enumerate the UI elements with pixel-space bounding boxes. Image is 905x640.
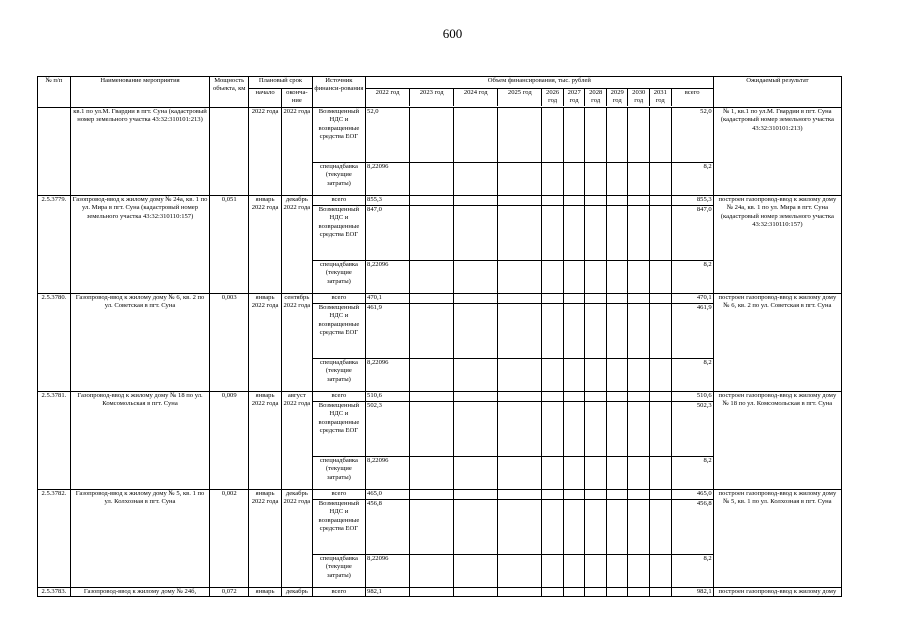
value-empty	[498, 587, 542, 596]
value-empty	[606, 293, 628, 303]
value-empty	[454, 401, 498, 456]
value-empty	[606, 391, 628, 401]
value-empty	[454, 499, 498, 554]
value-empty	[498, 554, 542, 587]
source-label: всего	[312, 293, 365, 303]
value-empty	[454, 260, 498, 293]
value-empty	[606, 303, 628, 358]
value-empty	[410, 587, 454, 596]
row-power: 0,003	[210, 293, 249, 391]
value-empty	[650, 358, 672, 391]
value-empty	[628, 195, 650, 205]
value-empty	[410, 303, 454, 358]
value-empty	[606, 358, 628, 391]
value-empty	[585, 401, 607, 456]
value-empty	[498, 303, 542, 358]
value-2022: 8,22096	[366, 358, 410, 391]
value-total: 847,0	[671, 205, 713, 260]
value-empty	[542, 162, 564, 195]
page-number: 600	[442, 26, 463, 41]
value-2022: 8,22096	[366, 456, 410, 489]
row-name: кв.1 по ул.М. Гвардии в пгт. Суна (кадастровый номер земельного участка 43:32:310101:213)	[70, 107, 209, 195]
value-empty	[650, 303, 672, 358]
header-name: Наименование мероприятия	[70, 77, 209, 108]
value-2022: 456,8	[366, 499, 410, 554]
value-empty	[650, 195, 672, 205]
value-empty	[606, 107, 628, 162]
header-end: оконча-ние	[281, 89, 312, 108]
value-empty	[563, 499, 585, 554]
value-empty	[542, 456, 564, 489]
value-empty	[606, 587, 628, 596]
table-row	[38, 107, 842, 162]
value-empty	[585, 260, 607, 293]
row-start: 2022 года	[249, 107, 282, 195]
value-empty	[454, 554, 498, 587]
source-label: спецнадбавка (текущие затраты)	[312, 456, 365, 489]
row-start: январь 2022 года	[249, 293, 282, 391]
header-year: 2022 год	[366, 89, 410, 106]
value-total: 456,8	[671, 499, 713, 554]
source-label: всего	[312, 195, 365, 205]
row-number: 2.5.3782.	[38, 489, 71, 587]
value-empty	[542, 554, 564, 587]
value-empty	[563, 195, 585, 205]
value-empty	[563, 162, 585, 195]
value-empty	[650, 554, 672, 587]
value-empty	[454, 303, 498, 358]
value-empty	[628, 489, 650, 499]
value-empty	[410, 107, 454, 162]
table-row	[38, 489, 842, 499]
value-total: 510,6	[671, 391, 713, 401]
row-power: 0,051	[210, 195, 249, 293]
row-start: январь	[249, 587, 282, 596]
row-result: построен газопровод-ввод к жилому дому № 24а, кв. 1 по ул. Мира в пгт. Суна (кадастровый номер земельного участка 43:32:310110:157)	[713, 195, 841, 293]
value-empty	[410, 205, 454, 260]
source-label: Возмещенный НДС и возвращенные средства ЕОГ	[312, 303, 365, 358]
value-empty	[563, 391, 585, 401]
value-empty	[650, 107, 672, 162]
value-total: 8,2	[671, 554, 713, 587]
value-empty	[454, 587, 498, 596]
value-2022: 855,3	[366, 195, 410, 205]
header-power: Мощность объекта, км	[210, 77, 249, 108]
value-empty	[410, 489, 454, 499]
value-total: 8,2	[671, 456, 713, 489]
value-empty	[606, 456, 628, 489]
value-empty	[498, 489, 542, 499]
header-start: начало	[249, 89, 282, 108]
source-label: всего	[312, 587, 365, 596]
value-empty	[498, 260, 542, 293]
row-result: построен газопровод-ввод к жилому дому	[713, 587, 841, 596]
source-label: спецнадбавка (текущие затраты)	[312, 260, 365, 293]
value-empty	[498, 391, 542, 401]
value-empty	[628, 391, 650, 401]
row-power: 0,072	[210, 587, 249, 596]
source-label: Возмещенный НДС и возвращенные средства ЕОГ	[312, 205, 365, 260]
value-2022: 8,22096	[366, 554, 410, 587]
row-number: 2.5.3781.	[38, 391, 71, 489]
value-empty	[542, 293, 564, 303]
value-empty	[542, 587, 564, 596]
value-empty	[628, 260, 650, 293]
header-funding: Объем финансирования, тыс. рублей	[366, 77, 714, 89]
value-empty	[410, 499, 454, 554]
source-label: Возмещенный НДС и возвращенные средства ЕОГ	[312, 401, 365, 456]
value-empty	[563, 260, 585, 293]
value-empty	[585, 107, 607, 162]
row-end: август 2022 года	[281, 391, 312, 489]
row-name: Газопровод-ввод к жилому дому № 24а, кв. 1 по ул. Мира в пгт. Суна (кадастровый номер земельного участка 43:32:310110:157)	[70, 195, 209, 293]
value-empty	[454, 456, 498, 489]
value-empty	[542, 205, 564, 260]
row-number	[38, 107, 71, 195]
value-empty	[606, 195, 628, 205]
value-empty	[650, 489, 672, 499]
value-empty	[585, 293, 607, 303]
value-total: 982,1	[671, 587, 713, 596]
value-empty	[628, 456, 650, 489]
value-2022: 502,3	[366, 401, 410, 456]
value-empty	[498, 499, 542, 554]
value-empty	[628, 303, 650, 358]
row-result: построен газопровод-ввод к жилому дому № 5, кв. 1 по ул. Колхозная в пгт. Суна	[713, 489, 841, 587]
value-empty	[650, 162, 672, 195]
value-total: 502,3	[671, 401, 713, 456]
table-body	[38, 107, 842, 596]
value-empty	[563, 358, 585, 391]
value-total: 52,0	[671, 107, 713, 162]
value-empty	[410, 195, 454, 205]
value-empty	[628, 293, 650, 303]
source-label: спецнадбавка (текущие затраты)	[312, 554, 365, 587]
value-total: 461,9	[671, 303, 713, 358]
row-end: декабрь 2022 года	[281, 195, 312, 293]
row-result: построен газопровод-ввод к жилому дому № 18 по ул. Комсомольская в пгт. Суна	[713, 391, 841, 489]
value-2022: 982,1	[366, 587, 410, 596]
value-empty	[563, 293, 585, 303]
value-empty	[454, 107, 498, 162]
value-empty	[650, 205, 672, 260]
row-name: Газопровод-ввод к жилому дому № 5, кв. 1 по ул. Колхозная в пгт. Суна	[70, 489, 209, 587]
value-empty	[606, 205, 628, 260]
value-empty	[563, 205, 585, 260]
value-empty	[628, 499, 650, 554]
value-empty	[410, 391, 454, 401]
value-empty	[454, 205, 498, 260]
value-empty	[454, 489, 498, 499]
value-empty	[498, 401, 542, 456]
value-empty	[650, 456, 672, 489]
value-empty	[410, 401, 454, 456]
header-source: Источник финанси-рования	[312, 77, 365, 108]
value-empty	[628, 587, 650, 596]
value-empty	[585, 303, 607, 358]
row-end: сентябрь 2022 года	[281, 293, 312, 391]
row-end: 2022 года	[281, 107, 312, 195]
header-result: Ожидаемый результат	[713, 77, 841, 108]
value-empty	[410, 456, 454, 489]
table-row	[38, 587, 842, 596]
value-empty	[563, 456, 585, 489]
header-year: 2024 год	[454, 89, 498, 106]
row-power: 0,002	[210, 489, 249, 587]
value-2022: 8,22096	[366, 162, 410, 195]
source-label: всего	[312, 489, 365, 499]
value-total: 855,3	[671, 195, 713, 205]
value-2022: 52,0	[366, 107, 410, 162]
row-start: январь 2022 года	[249, 391, 282, 489]
row-start: январь 2022 года	[249, 489, 282, 587]
table-row	[38, 195, 842, 205]
value-empty	[542, 489, 564, 499]
value-empty	[542, 499, 564, 554]
value-empty	[606, 260, 628, 293]
value-empty	[563, 554, 585, 587]
value-empty	[585, 499, 607, 554]
value-empty	[585, 162, 607, 195]
value-empty	[498, 293, 542, 303]
value-empty	[542, 391, 564, 401]
value-empty	[498, 205, 542, 260]
header-num: № п/п	[38, 77, 71, 108]
value-empty	[628, 107, 650, 162]
value-empty	[650, 391, 672, 401]
value-2022: 8,22096	[366, 260, 410, 293]
value-empty	[628, 205, 650, 260]
value-empty	[650, 499, 672, 554]
row-start: январь 2022 года	[249, 195, 282, 293]
value-empty	[606, 162, 628, 195]
value-empty	[628, 401, 650, 456]
value-total: 465,0	[671, 489, 713, 499]
value-empty	[454, 293, 498, 303]
value-empty	[585, 195, 607, 205]
row-name: Газопровод-ввод к жилому дому № 24б,	[70, 587, 209, 596]
value-2022: 470,1	[366, 293, 410, 303]
value-empty	[563, 587, 585, 596]
header-year: 2030 год	[628, 89, 650, 106]
value-empty	[628, 162, 650, 195]
source-label: всего	[312, 391, 365, 401]
table-row	[38, 391, 842, 401]
header-year: 2025 год	[498, 89, 542, 106]
source-label: спецнадбавка (текущие затраты)	[312, 358, 365, 391]
value-empty	[585, 358, 607, 391]
value-empty	[498, 195, 542, 205]
value-empty	[606, 489, 628, 499]
value-empty	[454, 195, 498, 205]
row-end: декабрь	[281, 587, 312, 596]
financing-table	[37, 76, 842, 597]
value-total: 470,1	[671, 293, 713, 303]
value-empty	[410, 554, 454, 587]
value-empty	[454, 162, 498, 195]
value-empty	[585, 489, 607, 499]
row-number: 2.5.3779.	[38, 195, 71, 293]
row-power	[210, 107, 249, 195]
value-empty	[628, 358, 650, 391]
table-row	[38, 293, 842, 303]
value-empty	[585, 456, 607, 489]
value-empty	[542, 107, 564, 162]
value-empty	[498, 107, 542, 162]
header-year: 2023 год	[410, 89, 454, 106]
header-year: 2031 год	[650, 89, 672, 106]
value-empty	[454, 391, 498, 401]
value-empty	[542, 303, 564, 358]
value-empty	[650, 401, 672, 456]
value-empty	[650, 293, 672, 303]
value-empty	[542, 358, 564, 391]
value-empty	[410, 260, 454, 293]
value-empty	[542, 260, 564, 293]
source-label: Возмещенный НДС и возвращенные средства ЕОГ	[312, 499, 365, 554]
value-empty	[410, 358, 454, 391]
value-empty	[606, 499, 628, 554]
source-label: спецнадбавка (текущие затраты)	[312, 162, 365, 195]
value-empty	[563, 107, 585, 162]
value-empty	[542, 401, 564, 456]
value-2022: 465,0	[366, 489, 410, 499]
value-total: 8,2	[671, 162, 713, 195]
value-empty	[650, 587, 672, 596]
value-empty	[585, 391, 607, 401]
row-power: 0,009	[210, 391, 249, 489]
row-name: Газопровод-ввод к жилому дому № 6, кв. 2 по ул. Советская в пгт. Суна	[70, 293, 209, 391]
value-2022: 847,0	[366, 205, 410, 260]
row-name: Газопровод-ввод к жилому дому № 18 по ул. Комсомольская в пгт. Суна	[70, 391, 209, 489]
value-total: 8,2	[671, 260, 713, 293]
header-year: 2027 год	[563, 89, 585, 106]
value-total: 8,2	[671, 358, 713, 391]
value-empty	[628, 554, 650, 587]
value-empty	[498, 456, 542, 489]
value-empty	[563, 303, 585, 358]
row-end: декабрь 2022 года	[281, 489, 312, 587]
value-empty	[410, 293, 454, 303]
row-result: построен газопровод-ввод к жилому дому № 6, кв. 2 по ул. Советская в пгт. Суна	[713, 293, 841, 391]
value-2022: 510,6	[366, 391, 410, 401]
value-empty	[454, 358, 498, 391]
row-number: 2.5.3783.	[38, 587, 71, 596]
value-empty	[606, 401, 628, 456]
value-empty	[606, 554, 628, 587]
header-year: 2026 год	[542, 89, 564, 106]
value-2022: 461,9	[366, 303, 410, 358]
value-empty	[563, 401, 585, 456]
header-year: 2028 год	[585, 89, 607, 106]
value-empty	[585, 554, 607, 587]
row-result: № 1, кв.1 по ул.М. Гвардии в пгт. Суна (кадастровый номер земельного участка 43:32:310101:213)	[713, 107, 841, 195]
header-period: Плановый срок	[249, 77, 313, 89]
value-empty	[585, 205, 607, 260]
header-year: 2029 год	[606, 89, 628, 106]
source-label: Возмещенный НДС и возвращенные средства ЕОГ	[312, 107, 365, 162]
value-empty	[498, 358, 542, 391]
value-empty	[410, 162, 454, 195]
value-empty	[585, 587, 607, 596]
value-empty	[498, 162, 542, 195]
value-empty	[563, 489, 585, 499]
row-number: 2.5.3780.	[38, 293, 71, 391]
value-empty	[650, 260, 672, 293]
header-year-total: всего	[671, 89, 713, 106]
value-empty	[542, 195, 564, 205]
